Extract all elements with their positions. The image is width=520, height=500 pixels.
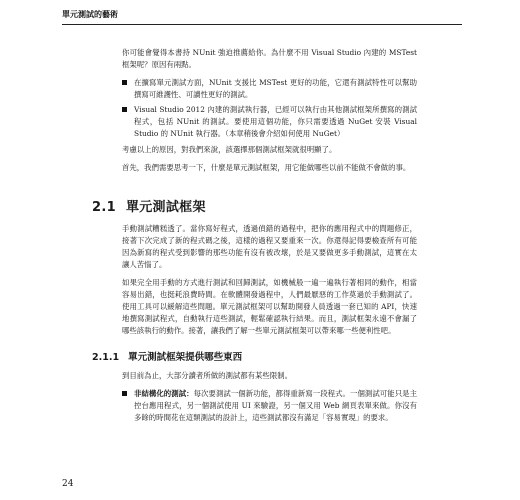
running-head-title: 單元測試的藝術: [62, 10, 118, 19]
list-item-text: 每次要測試一個新功能，都得重新寫一段程式。一個測試可能只是主控台應用程式，另一個測試使用 UI 來驗證，另一個又用 Web 網頁表單來做。你沒有多餘的時間花在這類測試的設計上，這些測試都沒有滿足「容易實現」的要求。: [134, 389, 417, 422]
intro-paragraph: 你可能會覺得本書持 NUnit 強迫推薦給你。為什麼不用 Visual Studio 內建的 MSTest 框架呢？原因有兩點。: [122, 48, 417, 69]
page-number: 24: [62, 479, 74, 489]
subsection-intro: 到目前為止，大部分讀者所做的測試都有某些限制。: [122, 371, 292, 380]
section-title: 單元測試框架: [125, 200, 206, 215]
header-rule: [62, 24, 462, 25]
square-bullet-icon: [122, 107, 127, 112]
square-bullet-icon: [122, 391, 127, 396]
subsection-heading: [92, 349, 417, 363]
conclusion-paragraph: 考慮以上的原因，對我們來說，該選擇那個測試框架就很明顯了。: [122, 145, 337, 154]
limitation-list: [122, 388, 417, 424]
transition-paragraph: 首先，我們需要思考一下，什麼是單元測試框架，用它能做哪些以前不能做不會做的事。: [122, 163, 411, 172]
section-paragraph: 手動測試糟糕透了。當你寫好程式，透過偵錯的過程中，把你的應用程式中的問題修正，接著下次完成了新的程式碼之後，這樣的過程又要重來一次。你還得記得要檢查所有可能因為新寫的程式受到影響的那些功能有沒有被改壞，於是又要做更多手動測試，這實在太讓人苦惱了。: [122, 224, 417, 269]
section-number: 2.1: [92, 200, 116, 215]
section-heading: [92, 196, 417, 215]
list-item: [122, 77, 417, 101]
list-item-text: Visual Studio 2012 內建的測試執行器，已經可以執行由其他測試框架所撰寫的測試程式，包括 NUnit 的測試。要使用這個功能，你只需要透過 NuGet 安裝 Visual Studio 的 NUnit 執行器。（本章稍後會介紹如何使用 NuGet）: [134, 105, 417, 138]
square-bullet-icon: [122, 80, 127, 85]
subsection-number: 2.1.1: [92, 352, 120, 363]
reason-list: [122, 77, 417, 140]
subsection-title: 單元測試框架提供哪些東西: [128, 352, 243, 363]
list-item: [122, 388, 417, 424]
list-item-text: 在擴寫單元測試方面，NUnit 支援比 MSTest 更好的功能，它還有測試特性可以幫助撰寫可維護性、可讀性更好的測試。: [134, 78, 417, 99]
list-item-lead: 非結構化的測試：: [134, 389, 194, 398]
list-item: [122, 104, 417, 140]
page-body: [92, 47, 417, 428]
section-paragraph: 如果完全用手動的方式進行測試和回歸測試，如機械般一遍一遍執行著相同的動作，相當容易出錯，也挺耗浪費時間。在軟體開發過程中，人們最厭惡的工作莫過於手動測試了。使用工具可以緩解這些問題。單元測試框架可以幫助開發人員透過一套已知的 API，快速地撰寫測試程式，自動執行這些測試，輕鬆確認執行結果。而且，測試框架永遠不會漏了哪些該執行的動作。接著，讓我們了解一些單元測試框架可以帶來哪一些便利性吧。: [122, 278, 417, 335]
